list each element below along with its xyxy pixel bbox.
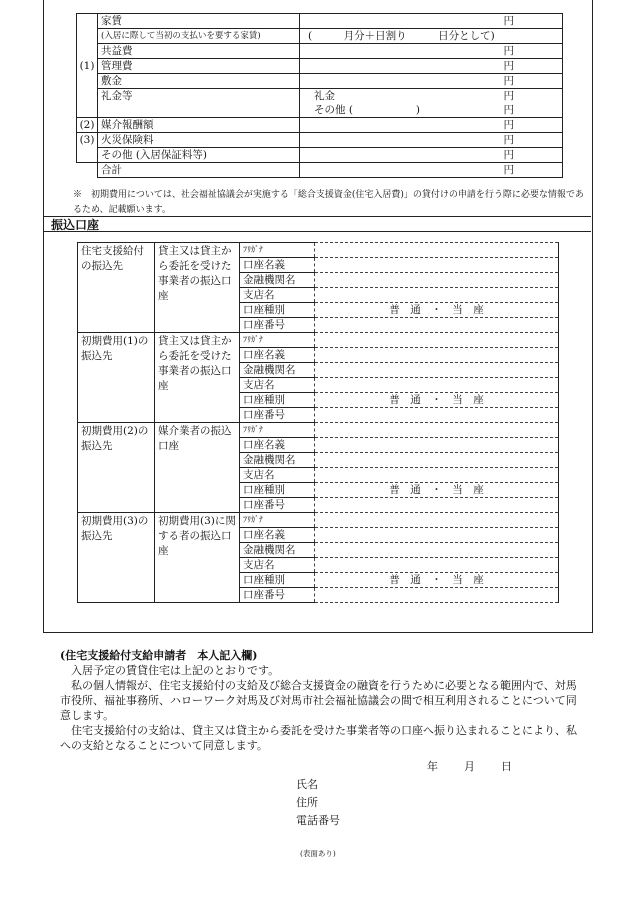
name-field[interactable]: 氏名 (296, 778, 318, 791)
kana-input[interactable] (315, 423, 559, 438)
broker-fee-label: 媒介報酬額 (98, 118, 300, 133)
kana-input[interactable] (315, 513, 559, 528)
account-holder-label: 貸主又は貸主から委託を受けた事業者の振込口座 (155, 243, 240, 333)
branch-label: 支店名 (240, 288, 315, 303)
bank-name-input[interactable] (315, 363, 559, 378)
account-number-label: 口座番号 (240, 588, 315, 603)
account-name-label: 口座名義 (240, 528, 315, 543)
account-name-input[interactable] (315, 438, 559, 453)
bank-name-input[interactable] (315, 543, 559, 558)
key-money-group-label: 礼金等 (98, 89, 300, 118)
mgmt-fee-label: 管理費 (98, 59, 300, 74)
day-label: 日 (501, 760, 512, 773)
declaration-paragraph-3: 住宅支援給付の支給は、貸主又は貸主から委託を受けた事業者等の口座へ振り込まれることにより、私への支給となることについて同意します。 (60, 724, 577, 752)
footer-note: (表面あり) (300, 849, 336, 858)
account-type-label: 口座種別 (240, 303, 315, 318)
branch-input[interactable] (315, 468, 559, 483)
section-title: 振込口座 (43, 216, 591, 232)
bank-row (78, 243, 559, 258)
account-name-label: 口座名義 (240, 438, 315, 453)
account-name-label: 口座名義 (240, 348, 315, 363)
year-label: 年 (427, 760, 438, 773)
account-type-label: 口座種別 (240, 483, 315, 498)
bank-row (78, 513, 559, 528)
account-number-label: 口座番号 (240, 318, 315, 333)
bank-name-label: 金融機関名 (240, 453, 315, 468)
bank-name-label: 金融機関名 (240, 543, 315, 558)
other-guarantee-label: その他 (入居保証料等) (98, 148, 300, 163)
bank-row (78, 423, 559, 438)
account-holder-label: 初期費用(3)に関する者の振込口座 (155, 513, 240, 603)
account-number-input[interactable] (315, 318, 559, 333)
branch-label: 支店名 (240, 378, 315, 393)
common-fee-label: 共益費 (98, 44, 300, 59)
account-type-label: 口座種別 (240, 573, 315, 588)
kana-input[interactable] (315, 243, 559, 258)
total-yen[interactable]: 円 (300, 163, 563, 178)
group-label-3: (3) (77, 133, 98, 163)
branch-input[interactable] (315, 288, 559, 303)
account-number-input[interactable] (315, 588, 559, 603)
account-holder-label: 媒介業者の振込口座 (155, 423, 240, 513)
broker-fee-yen[interactable]: 円 (300, 118, 563, 133)
account-name-input[interactable] (315, 258, 559, 273)
branch-label: 支店名 (240, 468, 315, 483)
initial-cost-table (76, 13, 563, 178)
initial-cost-note: ※ 初期費用については、社会福祉協議会が実施する「総合支援資金(住宅入居費)」の貸付けの申請を行う際に必要な情報であるため、記載願います。 (73, 190, 584, 215)
bank-account-table (77, 242, 559, 603)
fire-insurance-yen[interactable]: 円 (300, 133, 563, 148)
account-type-input[interactable]: 普 通 ・ 当 座 (315, 393, 559, 408)
other-guarantee-yen[interactable]: 円 (300, 148, 563, 163)
kana-label: ﾌﾘｶﾞﾅ (240, 513, 315, 528)
account-name-input[interactable] (315, 528, 559, 543)
transfer-destination-label: 住宅支援給付の振込先 (78, 243, 155, 333)
transfer-destination-label: 初期費用(3)の振込先 (78, 513, 155, 603)
fire-insurance-label: 火災保険料 (98, 133, 300, 148)
common-fee-yen[interactable]: 円 (300, 44, 563, 59)
branch-input[interactable] (315, 558, 559, 573)
transfer-destination-label: 初期費用(1)の振込先 (78, 333, 155, 423)
account-number-label: 口座番号 (240, 498, 315, 513)
rent-period-field[interactable]: ( 月分＋日割り 日分として) (300, 29, 563, 44)
address-field[interactable]: 住所 (296, 796, 318, 809)
deposit-label: 敷金 (98, 74, 300, 89)
declaration-paragraph-1: 入居予定の賃貸住宅は上記のとおりです。 (60, 664, 280, 677)
declaration-paragraph-2: 私の個人情報が、住宅支援給付の支給及び総合支援資金の融資を行うために必要となる範囲内で、対馬市役所、福祉事務所、ハローワーク対馬及び対馬市社会福祉協議会の間で相互利用されることについて同意します。 (60, 679, 577, 722)
account-name-input[interactable] (315, 348, 559, 363)
rent-label: 家賃 (98, 14, 300, 29)
kana-input[interactable] (315, 333, 559, 348)
month-label: 月 (464, 760, 475, 773)
date-field[interactable] (427, 758, 538, 774)
key-money-other-yen[interactable]: 円 (437, 103, 563, 118)
group-label-1: (1) (77, 14, 98, 118)
branch-input[interactable] (315, 378, 559, 393)
bank-name-label: 金融機関名 (240, 273, 315, 288)
bank-name-label: 金融機関名 (240, 363, 315, 378)
bank-name-input[interactable] (315, 453, 559, 468)
rent-sublabel: (入居に際して当初の支払いを要する家賃) (98, 29, 300, 44)
bank-row (78, 333, 559, 348)
applicant-fields (296, 776, 340, 830)
kana-label: ﾌﾘｶﾞﾅ (240, 243, 315, 258)
branch-label: 支店名 (240, 558, 315, 573)
kana-label: ﾌﾘｶﾞﾅ (240, 333, 315, 348)
account-type-input[interactable]: 普 通 ・ 当 座 (315, 483, 559, 498)
key-money-other-field[interactable]: その他 ( ) (300, 103, 438, 118)
account-number-input[interactable] (315, 498, 559, 513)
key-money-label: 礼金 (300, 89, 438, 104)
total-label: 合計 (98, 163, 300, 178)
phone-field[interactable]: 電話番号 (296, 814, 340, 827)
account-type-label: 口座種別 (240, 393, 315, 408)
kana-label: ﾌﾘｶﾞﾅ (240, 423, 315, 438)
rent-yen[interactable]: 円 (300, 14, 563, 29)
account-number-label: 口座番号 (240, 408, 315, 423)
key-money-yen[interactable]: 円 (437, 89, 563, 104)
mgmt-fee-yen[interactable]: 円 (300, 59, 563, 74)
account-holder-label: 貸主又は貸主から委託を受けた事業者の振込口座 (155, 333, 240, 423)
account-name-label: 口座名義 (240, 258, 315, 273)
transfer-destination-label: 初期費用(2)の振込先 (78, 423, 155, 513)
deposit-yen[interactable]: 円 (300, 74, 563, 89)
bank-name-input[interactable] (315, 273, 559, 288)
group-label-2: (2) (77, 118, 98, 133)
declaration-heading: (住宅支援給付支給申請者 本人記入欄) (60, 649, 258, 662)
account-number-input[interactable] (315, 408, 559, 423)
account-type-input[interactable]: 普 通 ・ 当 座 (315, 303, 559, 318)
applicant-declaration (60, 648, 585, 753)
account-type-input[interactable]: 普 通 ・ 当 座 (315, 573, 559, 588)
